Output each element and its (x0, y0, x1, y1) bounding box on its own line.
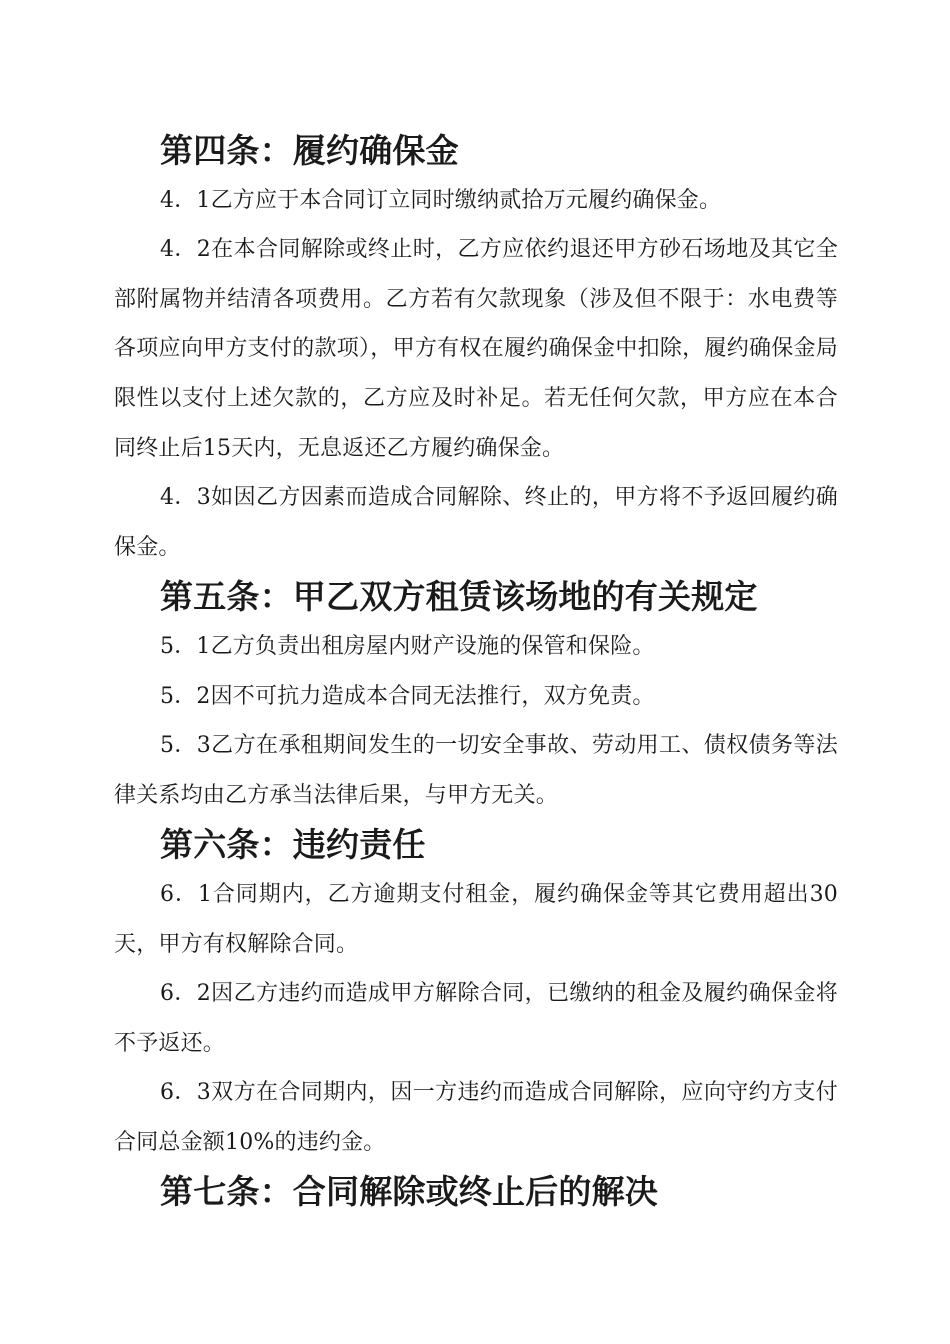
clause-5-2: 5．2因不可抗力造成本合同无法推行，双方免责。 (160, 683, 655, 709)
document-page (114, 126, 838, 1217)
clause-5-3: 5．3乙方在承租期间发生的一切安全事故、劳动用工、债权债务等法律关系均由乙方承当法律后果，与甲方无关。 (114, 733, 838, 808)
clause-6-2: 6．2因乙方违约而造成甲方解除合同，已缴纳的租金及履约确保金将不予返还。 (114, 981, 838, 1056)
section-7-heading: 第七条：合同解除或终止后的解决 (160, 1172, 658, 1212)
clause-6-3: 6．3双方在合同期内，因一方违约而造成合同解除，应向守约方支付合同总金额10%的违约金。 (114, 1080, 838, 1155)
clause-4-1: 4．1乙方应于本合同订立同时缴纳贰拾万元履约确保金。 (160, 187, 722, 213)
section-4-heading: 第四条：履约确保金 (160, 131, 459, 170)
clause-5-1: 5．1乙方负责出租房屋内财产设施的保管和保险。 (160, 633, 655, 659)
section-6-heading: 第六条：违约责任 (160, 825, 426, 865)
clause-6-1: 6．1合同期内，乙方逾期支付租金，履约确保金等其它费用超出30天，甲方有权解除合同。 (114, 881, 838, 957)
clause-4-3: 4．3如因乙方因素而造成合同解除、终止的，甲方将不予返回履约确保金。 (114, 485, 838, 560)
section-5-heading: 第五条：甲乙双方租赁该场地的有关规定 (160, 577, 758, 617)
clause-4-2: 4．2在本合同解除或终止时，乙方应依约退还甲方砂石场地及其它全部附属物并结清各项费用。乙方若有欠款现象（涉及但不限于：水电费等各项应向甲方支付的款项），甲方有权在履约确保金中扣除，履约确保金局限性以支付上述欠款的，乙方应及时补足。若无任何欠款，甲方应在本合同终止后15天内，无息返还乙方履约确保金。 (114, 237, 838, 461)
